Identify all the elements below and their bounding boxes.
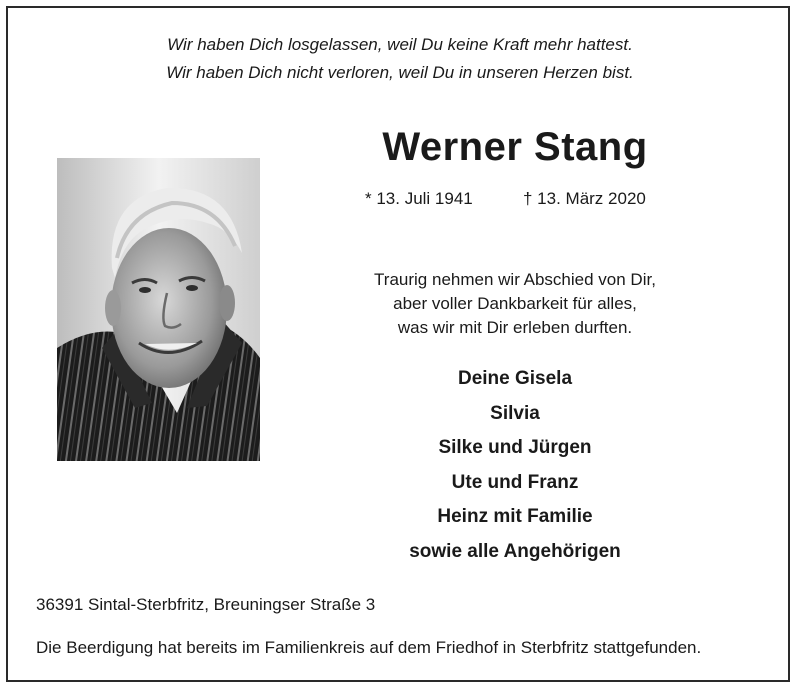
deceased-name: Werner Stang bbox=[382, 125, 648, 169]
mourners-list bbox=[330, 362, 700, 569]
farewell-message bbox=[330, 268, 700, 340]
message-line-2: aber voller Dankbarkeit für alles, bbox=[393, 294, 637, 313]
message-line-3: was wir mit Dir erleben durften. bbox=[397, 318, 633, 337]
verse-line-2: Wir haben Dich nicht verloren, weil Du in unseren Herzen bist. bbox=[166, 63, 634, 82]
funeral-notice: Die Beerdigung hat bereits im Familienkreis auf dem Friedhof in Sterbfritz stattgefunden. bbox=[36, 638, 702, 657]
verse-line-1: Wir haben Dich losgelassen, weil Du keine Kraft mehr hattest. bbox=[167, 35, 633, 54]
verse bbox=[0, 31, 800, 87]
mourner-2: Silvia bbox=[490, 402, 540, 424]
mourner-4: Ute und Franz bbox=[451, 471, 579, 493]
birth-date: * 13. Juli 1941 bbox=[365, 189, 473, 208]
mourner-5: Heinz mit Familie bbox=[437, 506, 593, 527]
message-line-1: Traurig nehmen wir Abschied von Dir, bbox=[374, 270, 656, 289]
mourner-1: Deine Gisela bbox=[457, 368, 573, 389]
portrait-photo bbox=[57, 158, 260, 461]
mourner-6: sowie alle Angehörigen bbox=[409, 540, 621, 562]
mourner-3: Silke und Jürgen bbox=[438, 437, 592, 458]
death-date: † 13. März 2020 bbox=[523, 189, 646, 208]
address: 36391 Sintal-Sterbfritz, Breuningser Straße 3 bbox=[36, 595, 376, 614]
